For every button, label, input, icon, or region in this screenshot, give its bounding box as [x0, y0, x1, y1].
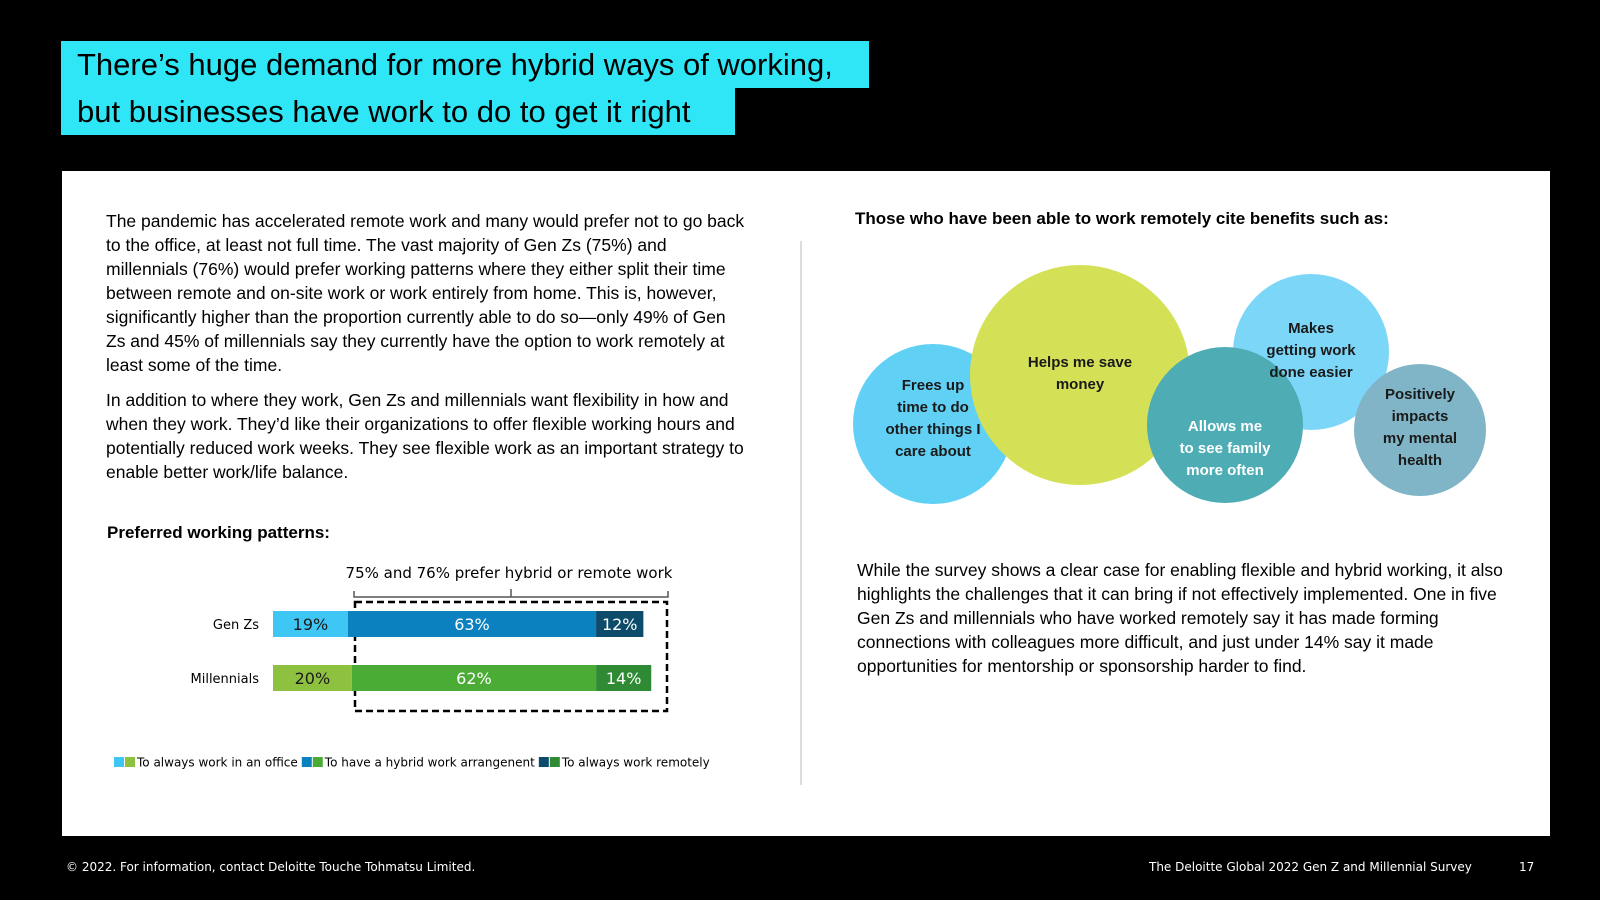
column-divider — [800, 241, 802, 785]
bubble-label-work-easier: Makes getting work done easier — [1266, 320, 1356, 381]
working-patterns-chart — [102, 549, 802, 770]
title-line-2: but businesses have work to do to get it right — [61, 88, 735, 135]
bar-value-label: 20% — [294, 669, 331, 688]
flexibility-paragraph: In addition to where they work, Gen Zs and millennials want flexibility in how and when they work. They’d like their organizations to offer flexible working hours and potentially reduced work weeks. They see flexible work as an important strategy to enable better work/life balance. — [106, 390, 744, 482]
footer-copyright: © 2022. For information, contact Deloitte Touche Tohmatsu Limited. — [66, 860, 476, 874]
bar-value-label: 19% — [292, 615, 329, 634]
footer-survey-title: The Deloitte Global 2022 Gen Z and Millennial Survey — [1149, 860, 1472, 874]
bubble-label-save-money: Helps me save money — [1027, 354, 1133, 393]
page-number: 17 — [1519, 860, 1535, 874]
title-line-1: There’s huge demand for more hybrid ways of working, — [61, 41, 869, 88]
content-panel — [62, 171, 1550, 836]
legend-label: To always work in an office — [137, 755, 298, 770]
chart-title: Preferred working patterns: — [107, 523, 330, 542]
bar-value-label: 12% — [601, 615, 638, 634]
legend-swatch — [125, 757, 135, 767]
legend-swatch — [550, 757, 560, 767]
legend-swatch — [302, 757, 312, 767]
legend-label: To have a hybrid work arrangenent — [324, 755, 535, 770]
bar-value-label: 63% — [454, 615, 490, 634]
annotation-bracket — [354, 589, 668, 597]
legend-swatch — [313, 757, 323, 767]
legend-label: To always work remotely — [561, 755, 710, 770]
category-label: Millennials — [190, 672, 259, 687]
benefits-heading: Those who have been able to work remotely cite benefits such as: — [855, 209, 1389, 228]
bubble-label-see-family: Allows me to see family more often — [1179, 418, 1271, 479]
category-label: Gen Zs — [212, 618, 259, 633]
benefits-bubbles — [852, 271, 1502, 541]
bar-value-label: 62% — [456, 669, 492, 688]
legend-swatch — [539, 757, 549, 767]
bar-value-label: 14% — [605, 669, 642, 688]
challenges-paragraph: While the survey shows a clear case for enabling flexible and hybrid working, it also highlights the challenges that it can bring if not effectively implemented. One in five Gen Zs and millennials who have worked remotely say it has made forming connections with colleagues more difficult, and just under 14% say it made opportunities for mentorship or sponsorship harder to find. — [857, 560, 1503, 676]
bubble-label-mental-health: Positively impacts my mental health — [1382, 386, 1458, 469]
legend-swatch — [114, 757, 124, 767]
chart-annotation: 75% and 76% prefer hybrid or remote work — [345, 564, 673, 582]
intro-paragraph: The pandemic has accelerated remote work and many would prefer not to go back to the office, at least not full time. The vast majority of Gen Zs (75%) and millennials (76%) would prefer working patterns where they either split their time between remote and on-site work or work entirely from home. This is, however, significantly higher than the proportion currently able to do so—only 49% of Gen Zs and 45% of millennials say they currently have the option to work remotely at least some of the time. — [106, 211, 745, 375]
bubble-label-frees-up-time: Frees up time to do other things I care about — [885, 377, 981, 460]
